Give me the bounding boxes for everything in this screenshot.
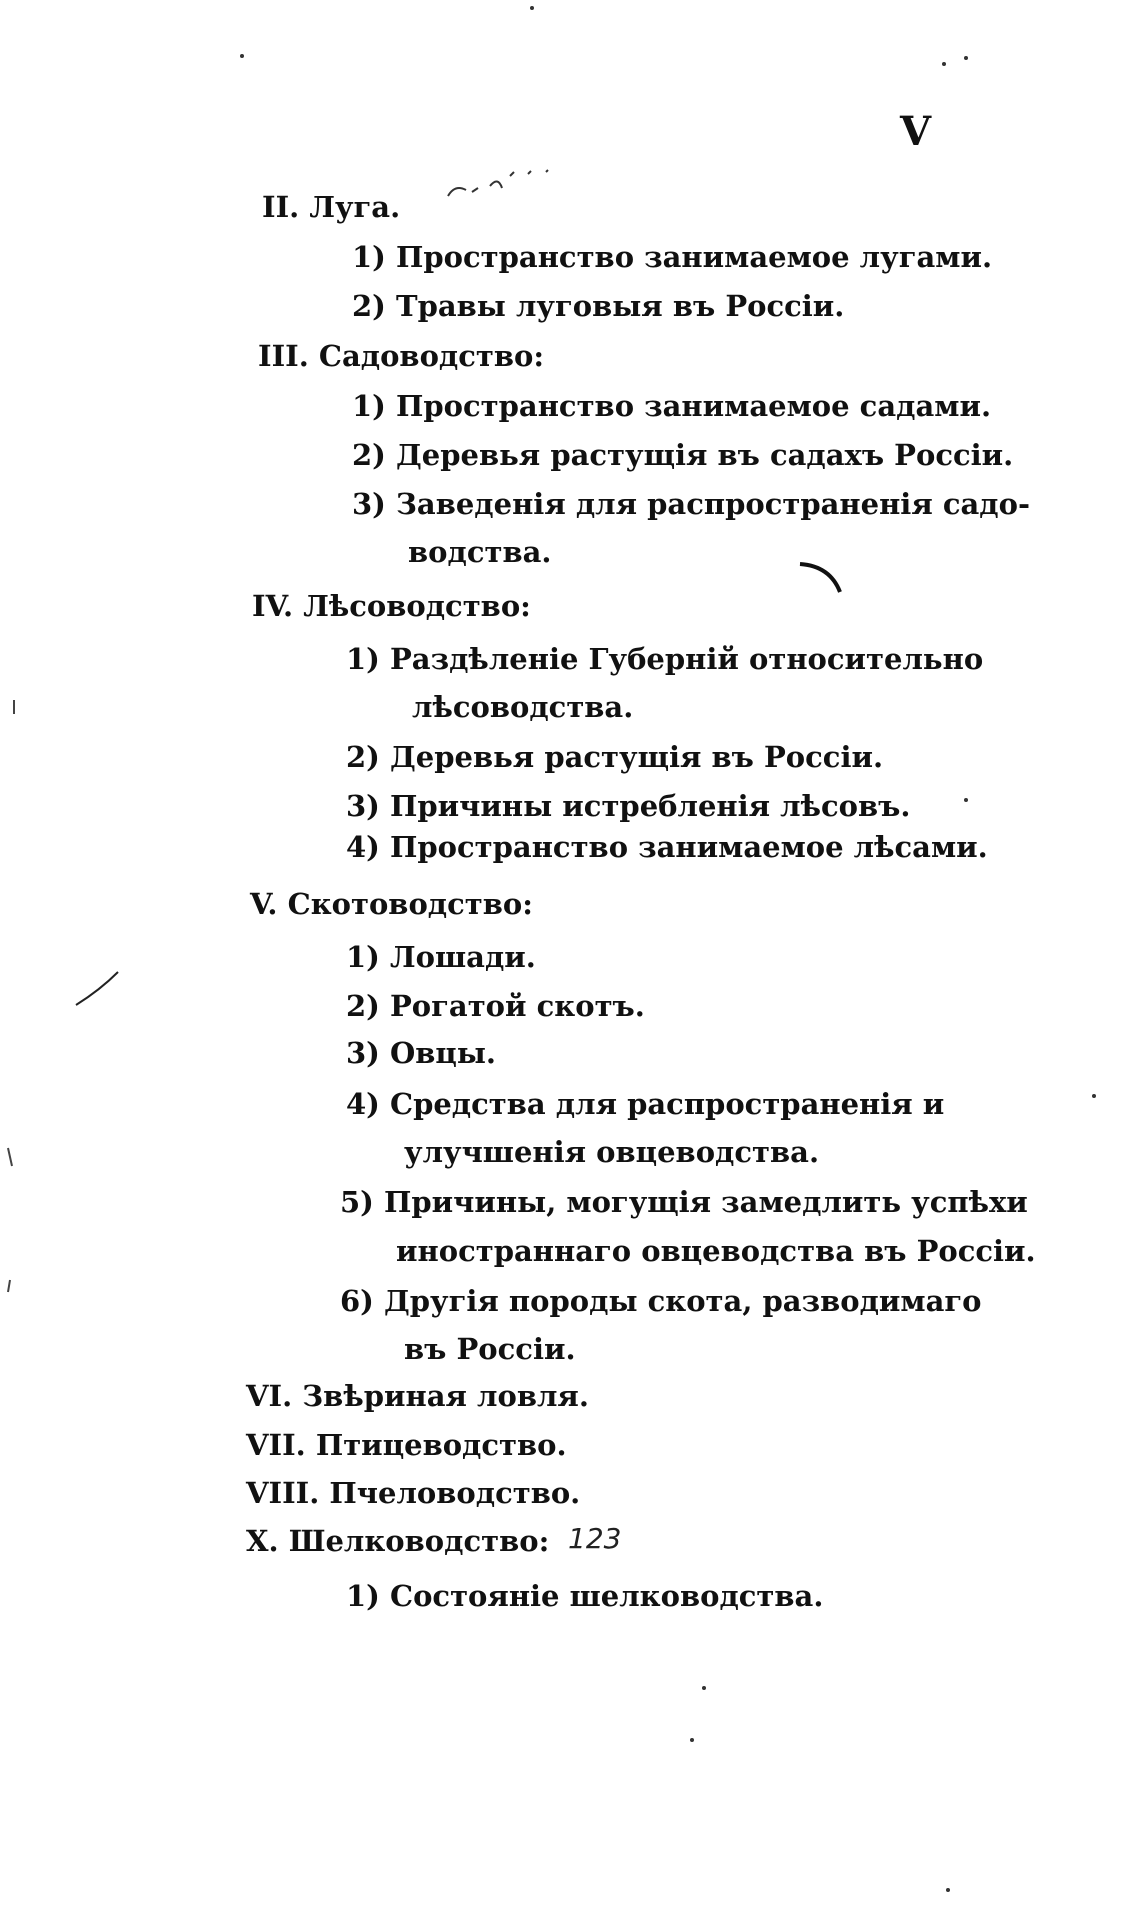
list-item-continuation: иностраннаго овцеводства въ Россіи. <box>396 1234 1036 1268</box>
list-item-continuation: лѣсоводства. <box>412 690 634 724</box>
section-heading-sericulture: X. Шелководство: <box>246 1524 550 1558</box>
list-item: 3) Причины истребленія лѣсовъ. <box>346 789 911 823</box>
section-heading-hunting: VI. Звѣриная ловля. <box>246 1379 589 1413</box>
section-heading-poultry: VII. Птицеводство. <box>246 1428 567 1462</box>
list-item: 1) Пространство занимаемое лугами. <box>352 240 993 274</box>
list-item: 4) Средства для распространенія и <box>346 1087 945 1121</box>
list-item-continuation: улучшенія овцеводства. <box>404 1135 820 1169</box>
section-heading-meadows: II. Луга. <box>262 190 401 224</box>
handwritten-note: 123 <box>568 1522 622 1555</box>
list-item: 5) Причины, могущія замедлить успѣхи <box>340 1185 1028 1219</box>
list-item: 1) Раздѣленіе Губерній относительно <box>346 642 984 676</box>
list-item: 1) Лошади. <box>346 940 536 974</box>
list-item: 3) Овцы. <box>346 1036 496 1070</box>
section-heading-forestry: IV. Лѣсоводство: <box>252 589 531 623</box>
list-item-continuation: въ Россіи. <box>404 1332 576 1366</box>
section-heading-cattle-breeding: V. Скотоводство: <box>250 887 533 921</box>
list-item: 2) Деревья растущія въ садахъ Россіи. <box>352 438 1014 472</box>
list-item-continuation: водства. <box>408 535 552 569</box>
list-item: 2) Рогатой скотъ. <box>346 989 645 1023</box>
section-heading-beekeeping: VIII. Пчеловодство. <box>246 1476 581 1510</box>
list-item: 2) Деревья растущія въ Россіи. <box>346 740 884 774</box>
list-item: 3) Заведенія для распространенія садо- <box>352 487 1031 521</box>
list-item: 2) Травы луговыя въ Россіи. <box>352 289 845 323</box>
list-item: 6) Другія породы скота, разводимаго <box>340 1284 982 1318</box>
section-heading-gardening: III. Садоводство: <box>258 339 545 373</box>
list-item: 1) Состояніе шелководства. <box>346 1579 824 1613</box>
list-item: 4) Пространство занимаемое лѣсами. <box>346 830 988 864</box>
list-item: 1) Пространство занимаемое садами. <box>352 389 992 423</box>
page-number: V <box>900 108 932 155</box>
